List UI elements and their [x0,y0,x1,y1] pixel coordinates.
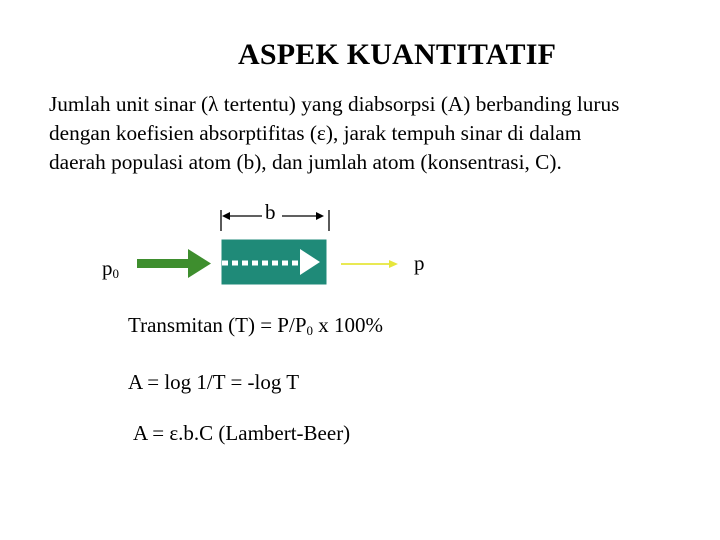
incident-beam-shaft [137,259,192,268]
incident-beam-arrowhead [188,249,211,278]
transmittance-prefix: Transmitan (T) = P/P [128,313,307,337]
slide-title: ASPEK KUANTITATIF [238,38,557,71]
b-right-arrowhead [316,212,324,220]
transmittance-formula [128,313,383,338]
transmitted-beam-arrowhead [389,260,398,268]
paragraph-line-3: daerah populasi atom (b), dan jumlah atom (konsentrasi, C). [49,150,562,174]
b-label: b [265,200,276,224]
transmittance-subscript: 0 [306,323,313,338]
p-label: p [414,251,425,275]
paragraph-line-1: Jumlah unit sinar (λ tertentu) yang diabsorpsi (A) berbanding lurus [49,92,620,116]
p0-label [102,256,119,281]
paragraph-line-2: dengan koefisien absorptifitas (ε), jarak tempuh sinar di dalam [49,121,582,145]
lambert-beer-formula: A = ε.b.C (Lambert-Beer) [133,421,351,445]
p0-subscript: 0 [112,266,119,281]
b-left-arrowhead [222,212,230,220]
transmittance-suffix: x 100% [313,313,383,337]
p0-letter: p [102,256,113,280]
absorbance-log-formula: A = log 1/T = -log T [128,370,300,394]
